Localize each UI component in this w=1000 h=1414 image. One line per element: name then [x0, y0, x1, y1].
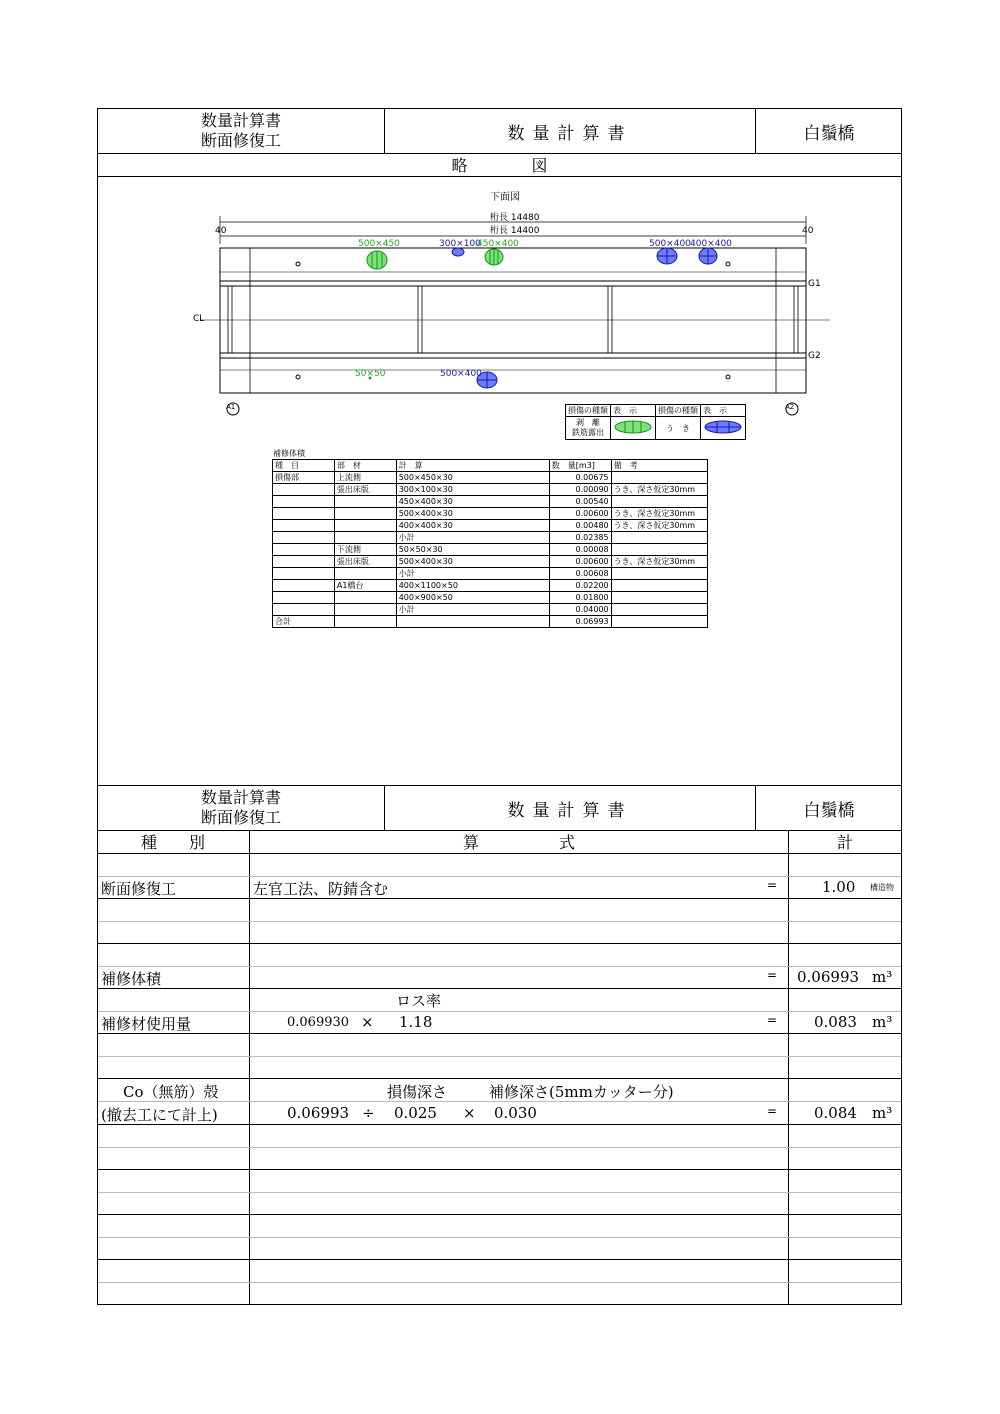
equals-sign: = — [767, 968, 778, 982]
table-cell — [273, 568, 335, 580]
doc-type-line2: 断面修復工 — [200, 808, 281, 827]
table-cell — [273, 508, 335, 520]
row-operator: × — [361, 1013, 374, 1031]
equals-sign: = — [767, 1104, 778, 1118]
table-row — [273, 520, 708, 532]
divider — [97, 1124, 902, 1125]
table-cell — [334, 616, 396, 628]
table-cell — [611, 616, 707, 628]
table-cell — [334, 508, 396, 520]
row-unit: 構造物 — [870, 883, 894, 892]
divider — [98, 1192, 901, 1193]
row-type: 補修体積 — [101, 970, 162, 988]
table-cell — [334, 592, 396, 604]
table-row — [273, 580, 708, 592]
table-cell: 下流側 — [334, 544, 396, 556]
calc-grid — [97, 830, 902, 1305]
dim-total: 桁長 14480 — [490, 213, 540, 223]
girder-g1-label: G1 — [808, 279, 821, 289]
doc-type-label — [97, 108, 385, 154]
table-cell: 0.00600 — [549, 508, 611, 520]
table-row — [273, 508, 708, 520]
table-cell: 0.00008 — [549, 544, 611, 556]
row-operand: 0.069930 — [287, 1015, 350, 1030]
divider — [98, 1056, 901, 1057]
row-operator: × — [463, 1104, 476, 1122]
table-cell — [273, 592, 335, 604]
table-cell: 損傷部 — [273, 472, 335, 484]
table-cell: 50×50×30 — [396, 544, 549, 556]
doc-type-label — [97, 785, 385, 831]
table-cell: 小計 — [396, 532, 549, 544]
table-cell — [611, 532, 707, 544]
divider — [97, 988, 902, 989]
table-cell: 300×100×30 — [396, 484, 549, 496]
table-cell: 張出床版 — [334, 484, 396, 496]
row-unit: m³ — [872, 1104, 893, 1122]
divider — [249, 830, 250, 1305]
legend-header: 損傷の種類 — [566, 405, 611, 417]
row-value: 0.06993 — [797, 968, 860, 986]
dim-right: 40 — [802, 226, 814, 236]
legend-peeling-symbol — [611, 417, 656, 440]
table-cell — [273, 604, 335, 616]
table-cell — [334, 568, 396, 580]
legend-header: 表 示 — [701, 405, 746, 417]
row-operand: 1.18 — [399, 1013, 433, 1031]
divider — [98, 876, 901, 877]
row-operand: 0.030 — [494, 1104, 537, 1122]
table-cell: 0.00540 — [549, 496, 611, 508]
abutment-a1-label: A1 — [226, 403, 236, 411]
col-header-formula: 算 式 — [462, 833, 575, 852]
table-cell: 0.02385 — [549, 532, 611, 544]
table-cell — [273, 520, 335, 532]
repair-table-title: 補修体積 — [273, 449, 305, 458]
damage-legend — [565, 404, 746, 440]
table-row — [273, 616, 708, 628]
legend-header: 損傷の種類 — [656, 405, 701, 417]
header-cell: 数 量[m3] — [549, 460, 611, 472]
doc-type-line2: 断面修復工 — [200, 131, 281, 150]
row-type: Co（無筋）殻 — [123, 1083, 219, 1101]
table-cell: 0.00480 — [549, 520, 611, 532]
table-cell: 小計 — [396, 604, 549, 616]
row-value: 0.084 — [814, 1104, 857, 1122]
table-cell — [334, 604, 396, 616]
table-cell: 500×450×30 — [396, 472, 549, 484]
cl-label: CL — [193, 314, 205, 324]
repair-table — [272, 459, 708, 628]
table-cell: 0.00675 — [549, 472, 611, 484]
row-type: (撤去工にて計上) — [101, 1106, 218, 1124]
table-cell — [611, 604, 707, 616]
table-cell: うき、深さ仮定30mm — [611, 556, 707, 568]
divider — [97, 1214, 902, 1215]
table-cell: 合計 — [273, 616, 335, 628]
row-value: 0.083 — [814, 1013, 857, 1031]
table-cell — [611, 580, 707, 592]
table-row — [273, 472, 708, 484]
equals-sign: = — [767, 1013, 778, 1027]
doc-type-line1: 数量計算書 — [200, 111, 281, 130]
divider — [98, 1282, 901, 1283]
header-cell: 計 算 — [396, 460, 549, 472]
divider — [98, 1147, 901, 1148]
header-cell: 種 目 — [273, 460, 335, 472]
plan-drawing — [190, 180, 850, 420]
row-type: 補修材使用量 — [101, 1015, 192, 1033]
table-cell — [396, 616, 549, 628]
table-cell — [273, 532, 335, 544]
legend-peeling: 剥 離 鉄筋露出 — [566, 417, 611, 440]
table-cell: 0.00600 — [549, 556, 611, 568]
girder-g2-label: G2 — [808, 351, 821, 361]
damage-label: 450×400 — [477, 239, 519, 249]
table-cell — [273, 484, 335, 496]
divider — [97, 176, 902, 177]
divider — [97, 1033, 902, 1034]
table-header-row — [273, 460, 708, 472]
table-cell: 0.00090 — [549, 484, 611, 496]
table-cell: うき、深さ仮定30mm — [611, 520, 707, 532]
table-cell — [273, 544, 335, 556]
divider — [788, 830, 789, 1305]
damage-label: 300×100 — [439, 239, 481, 249]
header-cell: 部 材 — [334, 460, 396, 472]
divider — [97, 1169, 902, 1170]
legend-header: 表 示 — [611, 405, 656, 417]
table-cell — [611, 568, 707, 580]
divider — [98, 966, 901, 967]
plan-svg — [190, 180, 850, 420]
table-cell: 張出床版 — [334, 556, 396, 568]
table-cell — [334, 496, 396, 508]
table-cell — [273, 556, 335, 568]
table-row — [273, 604, 708, 616]
doc-title: 数量計算書 — [507, 123, 633, 144]
divider — [97, 943, 902, 944]
row-value: 1.00 — [822, 878, 856, 896]
table-row — [273, 484, 708, 496]
table-cell: 0.00608 — [549, 568, 611, 580]
table-cell — [273, 580, 335, 592]
divider — [98, 921, 901, 922]
table-cell — [273, 496, 335, 508]
table-row — [273, 532, 708, 544]
table-row — [273, 496, 708, 508]
damage-label: 500×400 — [649, 239, 691, 249]
table-cell: 0.04000 — [549, 604, 611, 616]
row-note: ロス率 — [396, 992, 442, 1010]
col-header-total: 計 — [836, 833, 853, 852]
divider — [97, 853, 902, 854]
divider — [97, 1259, 902, 1260]
sketch-title: 略 図 — [451, 156, 548, 175]
table-cell — [611, 592, 707, 604]
damage-label: 50×50 — [355, 369, 386, 379]
table-row — [273, 592, 708, 604]
table-cell — [611, 472, 707, 484]
table-cell: 0.01800 — [549, 592, 611, 604]
row-operator: ÷ — [362, 1104, 375, 1122]
col-header-type: 種 別 — [140, 833, 205, 852]
bridge-name: 白鬚橋 — [803, 123, 855, 144]
table-cell: 450×400×30 — [396, 496, 549, 508]
table-cell: 500×400×30 — [396, 508, 549, 520]
table-cell: 400×400×30 — [396, 520, 549, 532]
legend-delam: う き — [656, 417, 701, 440]
row-type: 断面修復工 — [101, 880, 177, 898]
row-unit: m³ — [872, 1013, 893, 1031]
table-cell — [334, 520, 396, 532]
table-row — [273, 568, 708, 580]
dim-left: 40 — [215, 226, 227, 236]
table-cell — [334, 532, 396, 544]
bridge-name: 白鬚橋 — [803, 800, 855, 821]
row-operand: 0.06993 — [287, 1104, 350, 1122]
table-cell: 400×900×50 — [396, 592, 549, 604]
damage-label: 400×400 — [690, 239, 732, 249]
table-cell: 0.06993 — [549, 616, 611, 628]
legend-delam-symbol — [701, 417, 746, 440]
divider — [98, 1011, 901, 1012]
table-cell: 400×1100×50 — [396, 580, 549, 592]
doc-type-line1: 数量計算書 — [200, 788, 281, 807]
table-row — [273, 544, 708, 556]
table-cell: 上流側 — [334, 472, 396, 484]
row-operand: 0.025 — [394, 1104, 437, 1122]
table-cell: うき、深さ仮定30mm — [611, 508, 707, 520]
table-cell: A1橋台 — [334, 580, 396, 592]
row-note: 損傷深さ — [387, 1083, 448, 1101]
equals-sign: = — [767, 878, 778, 892]
row-note: 補修深さ(5mmカッター分) — [489, 1083, 674, 1101]
abutment-a2-label: A2 — [785, 403, 795, 411]
damage-label: 500×450 — [358, 239, 400, 249]
table-cell — [611, 496, 707, 508]
divider — [98, 1237, 901, 1238]
divider — [97, 1078, 902, 1079]
table-cell — [611, 544, 707, 556]
table-row — [273, 556, 708, 568]
table-cell: 500×400×30 — [396, 556, 549, 568]
header-cell: 備 考 — [611, 460, 707, 472]
damage-label: 500×400 — [440, 369, 482, 379]
table-cell: 0.02200 — [549, 580, 611, 592]
drawing-title: 下面図 — [490, 192, 520, 203]
dim-span: 桁長 14400 — [490, 226, 540, 236]
row-formula: 左官工法、防錆含む — [253, 880, 389, 898]
doc-title: 数量計算書 — [507, 800, 633, 821]
divider — [97, 898, 902, 899]
table-cell: うき、深さ仮定30mm — [611, 484, 707, 496]
table-cell: 小計 — [396, 568, 549, 580]
row-unit: m³ — [872, 968, 893, 986]
